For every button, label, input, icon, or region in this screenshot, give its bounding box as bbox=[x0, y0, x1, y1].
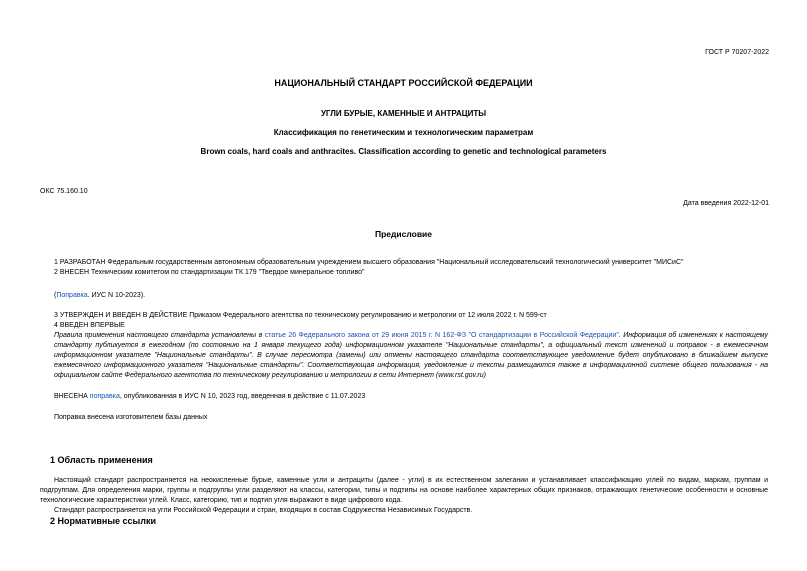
rules-paragraph bbox=[54, 331, 768, 381]
amendment-note bbox=[54, 292, 145, 299]
english-title: Brown coals, hard coals and anthracites. Classification according to genetic and technological parameters bbox=[200, 147, 607, 156]
foreword-heading: Предисловие bbox=[374, 229, 433, 239]
vnesena-after: , опубликованная в ИУС N 10, 2023 год, введенная в действие с 11.07.2023 bbox=[119, 393, 366, 400]
vnesena-link[interactable]: поправка bbox=[89, 393, 120, 400]
standard-title: НАЦИОНАЛЬНЫЙ СТАНДАРТ РОССИЙСКОЙ ФЕДЕРАЦИИ bbox=[274, 78, 533, 88]
section-1-paragraph-1: Настоящий стандарт распространяется на неокисленные бурые, каменные угли и антрациты (далее - угли) в их естественном залегании и устанавливает классификацию углей по видам, маркам, группам и подгруппам. Для определения марки, группы и подгруппы угли разделяют на классы, категории, типы и подтипы на основе наиболее характерных общих признаков, отражающих генетические особенности и основные технологические характеристики углей. Класс, категорию, тип и подтип угля выражают в виде цифрового кода. bbox=[40, 477, 768, 504]
foreword-item-2: 2 ВНЕСЕН Техническим комитетом по стандартизации ТК 179 "Твердое минеральное топливо" bbox=[54, 269, 365, 276]
section-1-paragraph-2: Стандарт распространяется на угли Российской Федерации и стран, входящих в состав Содружества Независимых Государств. bbox=[54, 507, 473, 514]
oks-code: ОКС 75.160.10 bbox=[40, 188, 88, 195]
subject-title: УГЛИ БУРЫЕ, КАМЕННЫЕ И АНТРАЦИТЫ bbox=[320, 109, 487, 118]
amendment-open: ( bbox=[54, 292, 57, 299]
section-2-heading: 2 Нормативные ссылки bbox=[50, 516, 156, 526]
vnesena-before: ВНЕСЕНА bbox=[54, 393, 90, 400]
database-correction-note: Поправка внесена изготовителем базы данных bbox=[54, 414, 208, 421]
federal-law-link[interactable]: статье 26 Федерального закона от 29 июня 2015 г. N 162-ФЗ "О стандартизации в Российской Федерации" bbox=[264, 332, 619, 339]
rules-text-before: Правила применения настоящего стандарта установлены в bbox=[54, 332, 265, 339]
foreword-item-4: 4 ВВЕДЕН ВПЕРВЫЕ bbox=[54, 322, 125, 329]
section-1-heading: 1 Область применения bbox=[50, 455, 153, 465]
foreword-item-3: 3 УТВЕРЖДЕН И ВВЕДЕН В ДЕЙСТВИЕ Приказом Федерального агентства по техническому регулированию и метрологии от 12 июля 2022 г. N 599-ст bbox=[54, 312, 547, 319]
amendment-rest: . ИУС N 10-2023). bbox=[87, 292, 146, 299]
introduction-date: Дата введения 2022-12-01 bbox=[683, 200, 769, 207]
amendment-link[interactable]: Поправка bbox=[56, 292, 88, 299]
amendment-introduced bbox=[54, 393, 365, 400]
foreword-item-1: 1 РАЗРАБОТАН Федеральным государственным автономным образовательным учреждением высшего образования "Национальный исследовательский технологический университет "МИСиС" bbox=[54, 259, 684, 266]
rules-text-after: . Информация об изменениях к настоящему стандарту публикуется в ежегодном (по состоянию на 1 января текущего года) информационном указателе "Национальные стандарты", а официальный текст изменений и поправок - в ежемесячном информационном указателе "Национальные стандарты". В случае пересмотра (замены) или отмены настоящего стандарта соответствующее уведомление будет опубликовано в ближайшем выпуске ежемесячного информационного указателя "Национальные стандарты". Соответствующая информация, уведомление и тексты размещаются также в информационной системе общего пользования - на официальном сайте Федерального агентства по техническому регулированию и метрологии в сети Интернет (www.rst.gov.ru) bbox=[54, 332, 768, 379]
doc-code: ГОСТ Р 70207-2022 bbox=[705, 49, 769, 56]
classification-title: Классификация по генетическим и технологическим параметрам bbox=[273, 128, 534, 137]
